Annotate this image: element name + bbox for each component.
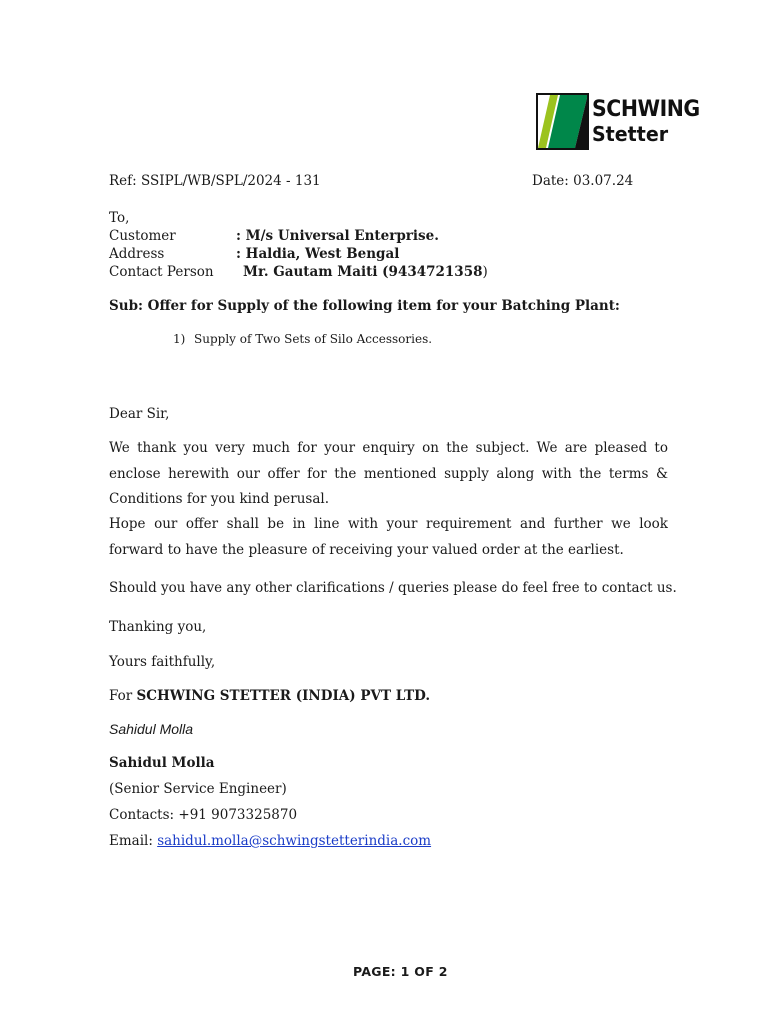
email-label: Email: bbox=[109, 833, 158, 849]
body-paragraph-3: Should you have any other clarifications / queries please do feel free to contact us. bbox=[109, 580, 677, 596]
contact-person-name: Mr. Gautam Maiti (9434721358 bbox=[243, 264, 483, 280]
salutation: Dear Sir, bbox=[109, 406, 170, 422]
list-item-number: 1) bbox=[173, 332, 186, 346]
address-value: : Haldia, West Bengal bbox=[236, 246, 400, 262]
signatory-email-line bbox=[109, 832, 431, 850]
signatory-contacts: Contacts: +91 9073325870 bbox=[109, 807, 298, 823]
list-item: Supply of Two Sets of Silo Accessories. bbox=[194, 332, 433, 346]
email-link[interactable]: sahidul.molla@schwingstetterindia.com bbox=[157, 833, 432, 849]
contact-person-value bbox=[243, 263, 488, 281]
company-logo bbox=[536, 93, 700, 151]
signature: Sahidul Molla bbox=[109, 721, 194, 737]
company-for-prefix: For bbox=[109, 688, 137, 704]
signatory-designation: (Senior Service Engineer) bbox=[109, 781, 287, 797]
signatory-name: Sahidul Molla bbox=[109, 755, 215, 771]
body-paragraph-2: Hope our offer shall be in line with your requirement and further we look forward to have the pleasure of receiving your valued order at the earliest. bbox=[109, 516, 668, 558]
logo-word-stetter: Stetter bbox=[592, 122, 669, 146]
reference-number: Ref: SSIPL/WB/SPL/2024 - 131 bbox=[109, 173, 321, 189]
logo-word-schwing: SCHWING bbox=[592, 97, 700, 122]
page-number: PAGE: 1 OF 2 bbox=[353, 964, 448, 979]
body-paragraph-1: We thank you very much for your enquiry on the subject. We are pleased to enclose herewith our offer for the mentioned supply along with the terms & Conditions for you kind perusal. bbox=[109, 440, 668, 507]
contact-person-label: Contact Person bbox=[109, 264, 214, 280]
thanks-line: Thanking you, bbox=[109, 619, 207, 635]
customer-label: Customer bbox=[109, 228, 176, 244]
letter-date: Date: 03.07.24 bbox=[532, 173, 634, 189]
subject-line: Sub: Offer for Supply of the following item for your Batching Plant: bbox=[109, 298, 620, 314]
closing-line: Yours faithfully, bbox=[109, 654, 216, 670]
company-line bbox=[109, 687, 430, 705]
to-label: To, bbox=[109, 210, 130, 226]
address-label: Address bbox=[109, 246, 165, 262]
logo-stripes-icon bbox=[536, 93, 590, 151]
customer-value: : M/s Universal Enterprise. bbox=[236, 228, 439, 244]
company-name: SCHWING STETTER (INDIA) PVT LTD. bbox=[136, 688, 431, 704]
contact-person-tail: ) bbox=[482, 264, 488, 280]
